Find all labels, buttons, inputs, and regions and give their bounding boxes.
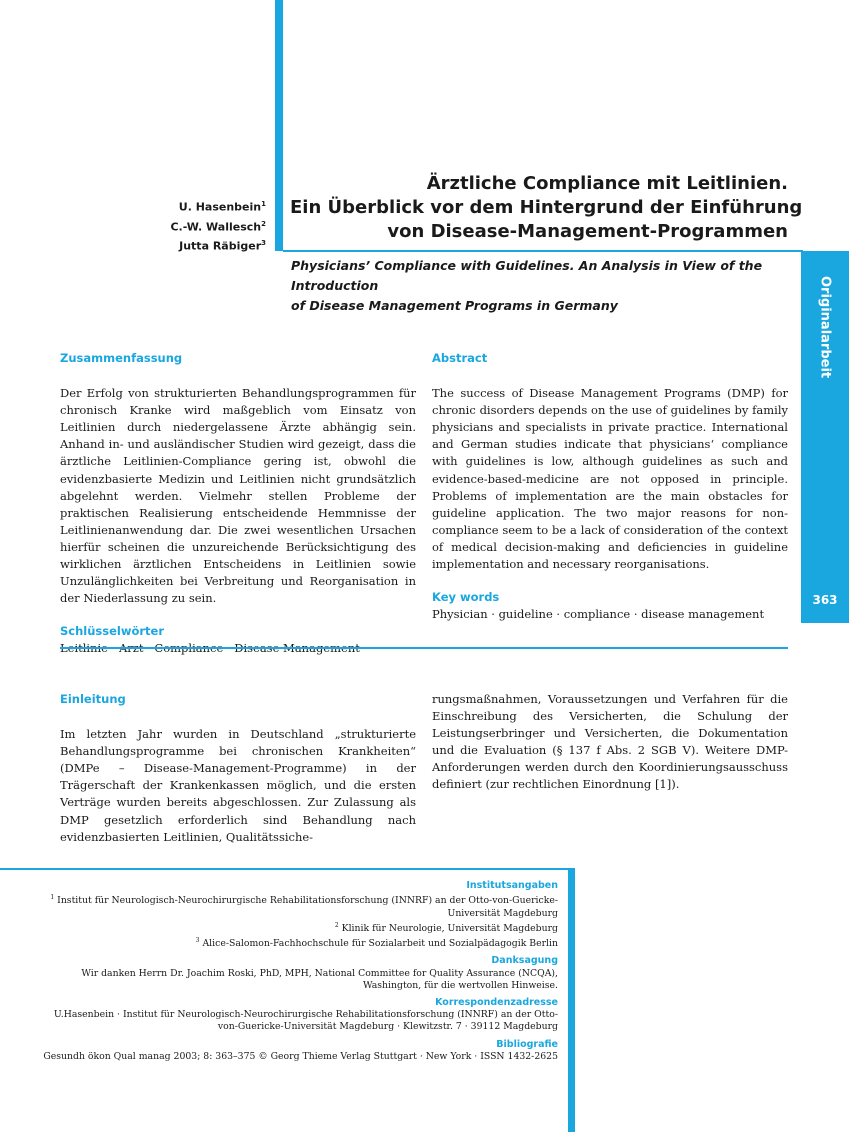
- intro-right: [432, 691, 788, 794]
- top-accent-bar: [275, 0, 283, 251]
- author: U. Hasenbein$^1$: [178, 200, 266, 214]
- abstract-text: The success of Disease Management Programs (DMP) for chronic disorders depends on the use of guidelines by family physicians and specialists in private practice. International and German studies indicate that physicians‘ compliance with guidelines is low, although guidelines as such and evidence-based-medicine are not opposed in principle. Problems of implementation are the main obstacles for guideline application. The two major reasons for non-compliance seem to be a lack of consideration of the context of medical decision-making and deficiencies in guideline implementation and necessary reorganisations.: [432, 386, 788, 572]
- page-number: 363: [812, 593, 838, 607]
- author: Jutta Räbiger$^3$: [179, 239, 266, 253]
- section-divider: [60, 647, 788, 649]
- summary-section: [60, 350, 416, 658]
- summary-keywords-heading: Schlüsselwörter: [60, 624, 165, 639]
- institute-1-cont: Universität Magdeburg: [447, 907, 558, 919]
- intro-heading: Einleitung: [60, 692, 126, 706]
- author: C.-W. Wallesch$^2$: [170, 219, 266, 234]
- abstract-keywords-heading: Key words: [432, 590, 500, 605]
- intro-left: [60, 691, 416, 846]
- footer-accent-bar: [568, 868, 575, 1132]
- summary-heading: Zusammenfassung: [60, 351, 183, 365]
- title-rule: [283, 250, 803, 252]
- institutes-heading: Institutsangaben: [466, 880, 558, 891]
- article-title: Ärztliche Compliance mit Leitlinien. Ein Überblick vor dem Hintergrund der Einführung von Disease-Management-Programmen: [290, 173, 803, 242]
- institute-2: $^2$ Klinik für Neurologie, Universität Magdeburg: [334, 921, 558, 934]
- article-type-label: [801, 272, 849, 382]
- institute-1: $^1$ Institut für Neurologisch-Neurochirurgische Rehabilitationsforschung (INNRF) an der Otto-von-Guericke-: [50, 894, 558, 907]
- author-list: [170, 196, 266, 255]
- correspondence-text: U.Hasenbein · Institut für Neurologisch-Neurochirurgische Rehabilitationsforschung (INNRF) an der Otto-: [53, 1009, 558, 1021]
- bibliography-heading: Bibliografie: [496, 1038, 558, 1050]
- abstract-section: [432, 350, 788, 623]
- footer-info: [18, 880, 558, 1063]
- article-type-text: Originalarbeit: [817, 275, 833, 379]
- correspondence-text-cont: von-Guericke-Universität Magdeburg · Klewitzstr. 7 · 39112 Magdeburg: [217, 1021, 558, 1033]
- thanks-text: Wir danken Herrn Dr. Joachim Roski, PhD, MPH, National Committee for Quality Assurance (NCQA),: [81, 967, 558, 979]
- bibliography-text: Gesundh ökon Qual manag 2003; 8: 363–375 © Georg Thieme Verlag Stuttgart · New York · ISSN 1432-2625: [43, 1050, 558, 1062]
- english-title: Physicians’ Compliance with Guidelines. An Analysis in View of the Introduction of Disease Management Programs in Germany: [291, 258, 763, 313]
- thanks-heading: Danksagung: [491, 955, 558, 967]
- intro-text-left: Im letzten Jahr wurden in Deutschland „strukturierte Behandlungsprogramme bei chronischen Krankheiten“ (DMPe – Disease-Management-Programme) in der Trägerschaft der Krankenkassen möglich, und die ersten Verträge wurden bereits abgeschlossen. Zur Zulassung als DMP gesetzlich erforderlich sind Behandlung nach evidenzbasierten Leitlinien, Qualitätssiche-: [60, 727, 416, 844]
- abstract-heading: Abstract: [432, 351, 488, 365]
- correspondence-heading: Korrespondenzadresse: [435, 996, 558, 1008]
- institute-3: $^3$ Alice-Salomon-Fachhochschule für Sozialarbeit und Sozialpädagogik Berlin: [195, 937, 558, 950]
- summary-text: Der Erfolg von strukturierten Behandlungsprogrammen für chronisch Kranke wird maßgeblich vom Einsatz von Leitlinien durch niedergelassene Ärzte abhängig sein. Anhand in- und ausländischer Studien wird gezeigt, dass die ärztliche Leitlinien-Compliance gering ist, obwohl die evidenzbasierte Medizin und Leitlinien nicht grundsätzlich abgelehnt werden. Vielmehr stellen Probleme der praktischen Realisierung entscheidende Hemmnisse der Leitlinienanwendung dar. Die zwei wesentlichen Ursachen hierfür scheinen die unzureichende Berücksichtigung des wirklichen ärztlichen Entscheidens in Leitlinien sowie Unzulänglichkeiten bei Verbreitung und Reorganisation in der Niederlassung zu sein.: [60, 386, 416, 606]
- intro-text-right: rungsmaßnahmen, Voraussetzungen und Verfahren für die Einschreibung des Versicherten, die Schulung der Leistungserbringer und Versicherten, die Dokumentation und die Evaluation (§ 137 f Abs. 2 SGB V). Weitere DMP-Anforderungen werden durch den Koordinierungsausschuss definiert (zur rechtlichen Einordnung [1]).: [432, 692, 788, 792]
- thanks-text-cont: Washington, für die wertvollen Hinweise.: [362, 979, 558, 991]
- abstract-keywords: Physician · guideline · compliance · disease management: [432, 607, 765, 622]
